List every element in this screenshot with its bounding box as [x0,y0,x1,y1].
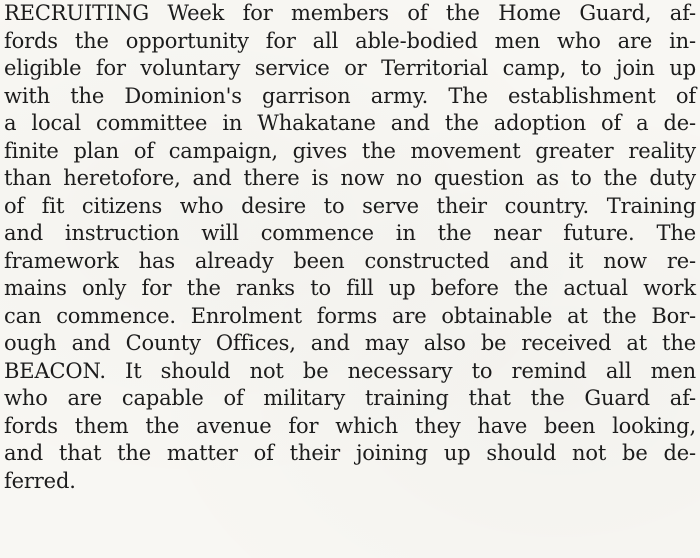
article-line: RECRUITING Week for members of the Home Guard, af- [4,1,696,25]
article-line: who are capable of military training that the Guard af- [4,386,696,410]
article-line: a local committee in Whakatane and the adoption of a de- [4,111,696,135]
article-line: fords them the avenue for which they have been looking, [4,413,696,438]
article-line: framework has already been constructed and it now re- [4,248,696,273]
article-line: eligible for voluntary service or Territorial camp, to join up [4,56,696,80]
article-line: than heretofore, and there is now no question as to the duty [4,166,696,190]
article-paragraph [4,0,696,495]
article-line: and that the matter of their joining up should not be de- [4,441,696,465]
article-line: mains only for the ranks to fill up before the actual work [4,276,696,300]
article-line: finite plan of campaign, gives the movement greater reality [4,138,696,163]
article-line: with the Dominion's garrison army. The establishment of [4,83,696,108]
article-line: and instruction will commence in the near future. The [4,221,696,245]
article-line: fords the opportunity for all able-bodied men who are in- [4,28,696,53]
article-line: ough and County Offices, and may also be received at the [4,331,696,355]
article-line: ferred. [4,468,76,493]
article-line: of fit citizens who desire to serve their country. Training [4,193,696,218]
article-line: can commence. Enrolment forms are obtainable at the Bor- [4,303,696,328]
article-line: BEACON. It should not be necessary to remind all men [4,358,696,383]
